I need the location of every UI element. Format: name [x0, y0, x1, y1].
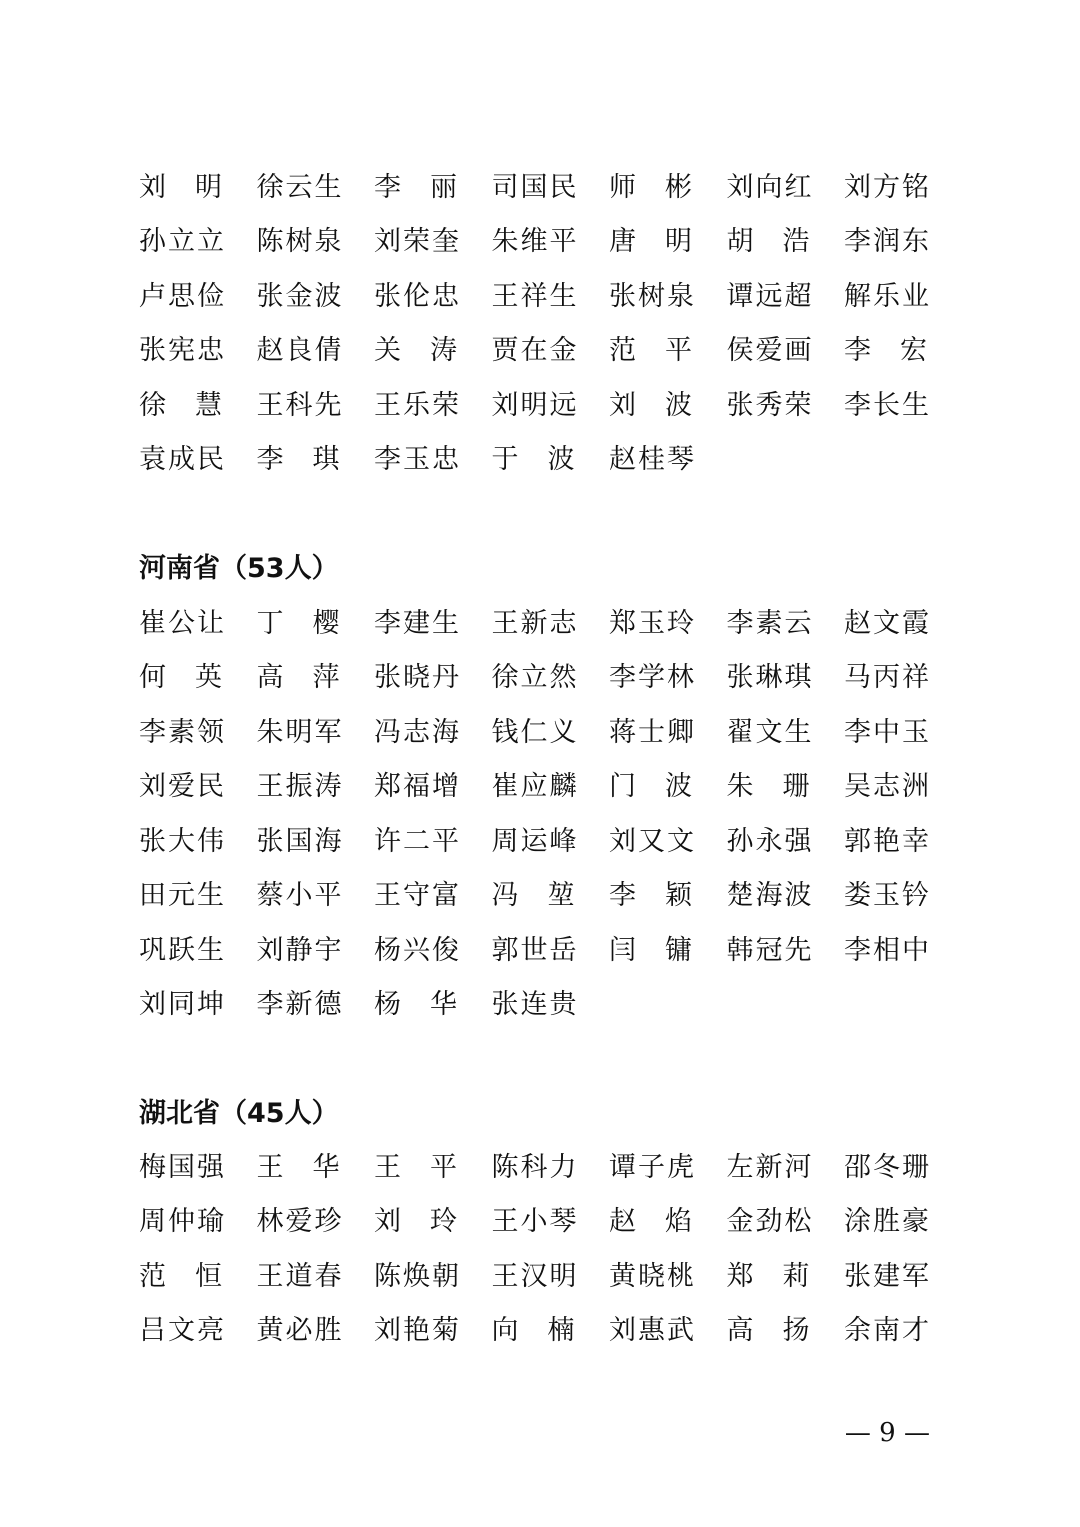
person-name: 刘艳菊 — [374, 1315, 461, 1347]
person-name: 徐慧 — [139, 389, 251, 421]
person-name: 张晓丹 — [374, 662, 461, 694]
person-name: 李润东 — [844, 226, 931, 258]
person-name: 门波 — [609, 771, 721, 803]
person-name: 张金波 — [256, 280, 344, 312]
person-name: 贾在金 — [491, 335, 579, 367]
person-name: 周运峰 — [491, 825, 579, 857]
person-name: 李素领 — [139, 716, 226, 748]
person-name: 吕文亮 — [139, 1315, 226, 1347]
person-name: 刘又文 — [609, 825, 696, 857]
person-name: 徐立然 — [491, 662, 579, 694]
person-name: 韩冠先 — [726, 934, 814, 966]
person-name: 冯志海 — [374, 716, 461, 748]
person-name: 李玉忠 — [374, 444, 461, 476]
person-name: 张树泉 — [609, 280, 696, 312]
person-name: 闫镛 — [609, 934, 721, 966]
person-name: 朱珊 — [726, 771, 839, 803]
person-name: 李学林 — [609, 662, 696, 694]
person-name: 李丽 — [374, 171, 486, 203]
person-name: 张大伟 — [139, 825, 226, 857]
person-name: 何英 — [139, 662, 251, 694]
name-row — [139, 433, 939, 488]
person-name: 吴志洲 — [844, 771, 931, 803]
person-name: 刘波 — [609, 389, 721, 421]
person-name: 向楠 — [491, 1315, 604, 1347]
person-name: 李新德 — [256, 989, 344, 1021]
person-name: 王乐荣 — [374, 389, 461, 421]
person-name: 刘向红 — [726, 171, 814, 203]
person-name: 金劲松 — [726, 1206, 814, 1238]
person-name: 张连贵 — [491, 989, 579, 1021]
person-name: 王振涛 — [256, 771, 344, 803]
person-name: 赵焰 — [609, 1206, 721, 1238]
person-name: 唐明 — [609, 226, 721, 258]
section-heading-hubei: 湖北省（45人） — [139, 1098, 339, 1129]
person-name: 陈焕朝 — [374, 1260, 461, 1292]
name-list-henan — [139, 596, 939, 1032]
person-name: 关涛 — [374, 335, 486, 367]
person-name: 许二平 — [374, 825, 461, 857]
name-row — [139, 923, 939, 978]
person-name: 高扬 — [726, 1315, 839, 1347]
person-name: 王新志 — [491, 607, 579, 639]
person-name: 刘爱民 — [139, 771, 226, 803]
name-row — [139, 1195, 939, 1250]
person-name: 巩跃生 — [139, 934, 226, 966]
person-name: 司国民 — [491, 171, 579, 203]
person-name: 高萍 — [256, 662, 369, 694]
name-row — [139, 978, 939, 1033]
person-name: 王道春 — [256, 1260, 344, 1292]
name-row — [139, 814, 939, 869]
person-name: 袁成民 — [139, 444, 226, 476]
name-row — [139, 596, 939, 651]
person-name: 涂胜豪 — [844, 1206, 931, 1238]
person-name: 王平 — [374, 1151, 486, 1183]
name-list-block — [139, 160, 956, 487]
person-name: 胡浩 — [726, 226, 839, 258]
section-heading-henan: 河南省（53人） — [139, 553, 339, 584]
person-name: 左新河 — [726, 1151, 814, 1183]
person-name: 赵桂琴 — [609, 444, 696, 476]
person-name: 郭艳幸 — [844, 825, 931, 857]
name-row — [139, 378, 939, 433]
person-name: 侯爱画 — [726, 335, 814, 367]
name-row — [139, 215, 939, 270]
person-name: 王祥生 — [491, 280, 579, 312]
name-row — [139, 324, 956, 379]
person-name: 崔公让 — [139, 607, 226, 639]
person-name: 翟文生 — [726, 716, 814, 748]
person-name: 周仲瑜 — [139, 1206, 226, 1238]
person-name: 范恒 — [139, 1260, 251, 1292]
person-name: 李建生 — [374, 607, 461, 639]
person-name: 马丙祥 — [844, 662, 931, 694]
person-name: 刘方铭 — [844, 171, 931, 203]
person-name: 刘明远 — [491, 389, 579, 421]
person-name: 郑玉玲 — [609, 607, 696, 639]
person-name: 孙立立 — [139, 226, 226, 258]
name-row — [139, 1304, 939, 1359]
person-name: 陈科力 — [491, 1151, 579, 1183]
person-name: 徐云生 — [256, 171, 344, 203]
person-name: 郭世岳 — [491, 934, 579, 966]
person-name: 蒋士卿 — [609, 716, 696, 748]
person-name: 黄必胜 — [256, 1315, 344, 1347]
person-name: 李素云 — [726, 607, 814, 639]
name-list-hubei — [139, 1140, 939, 1358]
person-name: 楚海波 — [726, 880, 814, 912]
person-name: 范平 — [609, 335, 721, 367]
person-name: 王汉明 — [491, 1260, 579, 1292]
person-name: 丁樱 — [256, 607, 369, 639]
person-name: 于波 — [491, 444, 604, 476]
person-name: 张秀荣 — [726, 389, 814, 421]
person-name: 钱仁义 — [491, 716, 579, 748]
person-name: 冯堃 — [491, 880, 604, 912]
person-name: 刘惠武 — [609, 1315, 696, 1347]
person-name: 谭远超 — [726, 280, 814, 312]
person-name: 田元生 — [139, 880, 226, 912]
person-name: 李颖 — [609, 880, 721, 912]
person-name: 刘静宇 — [256, 934, 344, 966]
person-name: 王华 — [256, 1151, 369, 1183]
name-row — [139, 1140, 939, 1195]
person-name: 张国海 — [256, 825, 344, 857]
person-name: 师彬 — [609, 171, 721, 203]
person-name: 王守富 — [374, 880, 461, 912]
person-name: 卢思俭 — [139, 280, 226, 312]
person-name: 林爱珍 — [256, 1206, 344, 1238]
person-name: 郑莉 — [726, 1260, 839, 1292]
person-name: 邵冬珊 — [844, 1151, 931, 1183]
person-name: 杨华 — [374, 989, 486, 1021]
person-name: 蔡小平 — [256, 880, 344, 912]
person-name: 张伦忠 — [374, 280, 461, 312]
person-name: 朱明军 — [256, 716, 344, 748]
person-name: 刘明 — [139, 171, 251, 203]
person-name: 余南才 — [844, 1315, 931, 1347]
person-name: 崔应麟 — [491, 771, 579, 803]
person-name: 王小琴 — [491, 1206, 579, 1238]
name-row — [139, 869, 939, 924]
page-number: — 9 — — [844, 1418, 930, 1448]
person-name: 解乐业 — [844, 280, 931, 312]
person-name: 杨兴俊 — [374, 934, 461, 966]
person-name: 孙永强 — [726, 825, 814, 857]
person-name: 黄晓桃 — [609, 1260, 696, 1292]
person-name: 郑福增 — [374, 771, 461, 803]
name-row — [139, 651, 939, 706]
person-name: 赵良倩 — [256, 335, 344, 367]
person-name: 刘同坤 — [139, 989, 226, 1021]
person-name: 朱维平 — [491, 226, 579, 258]
person-name: 张宪忠 — [139, 335, 226, 367]
person-name: 刘玲 — [374, 1206, 486, 1238]
person-name: 赵文霞 — [844, 607, 931, 639]
name-row — [139, 160, 939, 215]
name-row — [139, 269, 939, 324]
person-name: 张建军 — [844, 1260, 931, 1292]
person-name: 王科先 — [256, 389, 344, 421]
person-name: 李相中 — [844, 934, 931, 966]
person-name: 娄玉钤 — [844, 880, 931, 912]
person-name: 李长生 — [844, 389, 931, 421]
name-row — [139, 705, 939, 760]
person-name: 陈树泉 — [256, 226, 344, 258]
person-name: 李琪 — [256, 444, 369, 476]
person-name: 李宏 — [844, 335, 956, 367]
person-name: 张琳琪 — [726, 662, 814, 694]
person-name: 刘荣奎 — [374, 226, 461, 258]
person-name: 梅国强 — [139, 1151, 226, 1183]
name-row — [139, 760, 939, 815]
name-row — [139, 1249, 939, 1304]
person-name: 李中玉 — [844, 716, 931, 748]
person-name: 谭子虎 — [609, 1151, 696, 1183]
